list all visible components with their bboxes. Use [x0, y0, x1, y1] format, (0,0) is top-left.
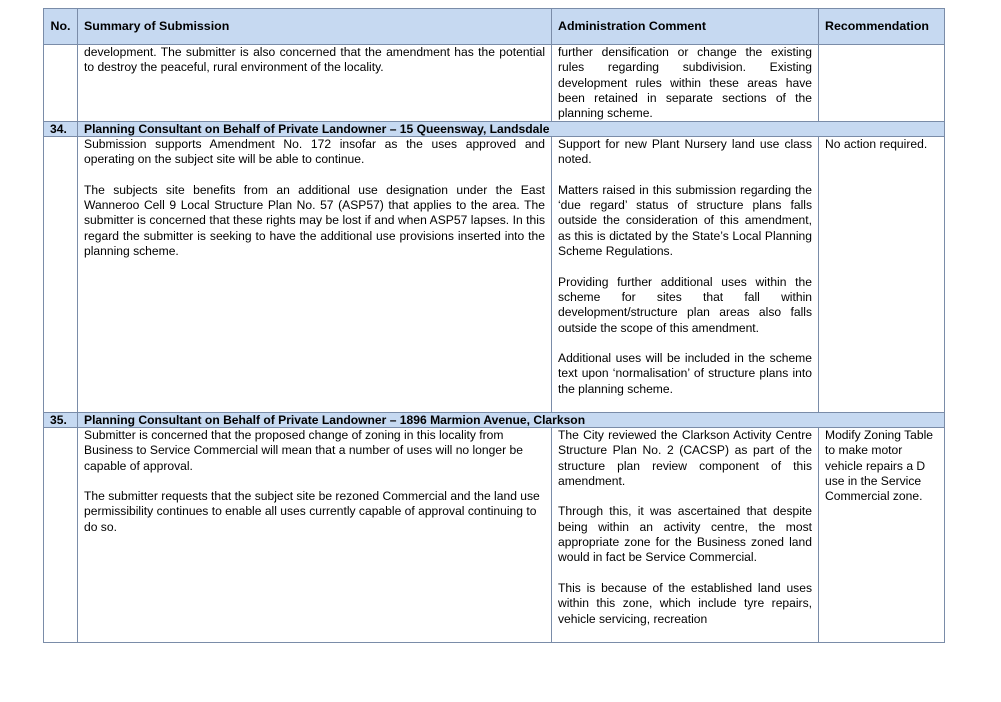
recommendation-cell: [819, 137, 945, 413]
number-cell: [44, 137, 78, 413]
summary-paragraph: development. The submitter is also concerned that the amendment has the potential to destroy the peaceful, rural environment of the locality.: [84, 45, 545, 75]
comment-cell: [552, 428, 819, 643]
submission-title: Planning Consultant on Behalf of Private Landowner – 1896 Marmion Avenue, Clarkson: [78, 413, 945, 428]
table-row: [44, 428, 945, 643]
comment-paragraph: Providing further additional uses within the scheme for sites that fall within development/structure plan areas also falls outside the scope of this amendment.: [558, 274, 812, 335]
submission-title: Planning Consultant on Behalf of Private Landowner – 15 Queensway, Landsdale: [78, 122, 945, 137]
comment-paragraph: further densification or change the existing rules regarding subdivision. Existing development rules within these areas have been retained in separate sections of the planning scheme.: [558, 45, 812, 121]
comment-cell: [552, 137, 819, 413]
recommendation-text: No action required.: [825, 137, 928, 151]
comment-paragraph: Support for new Plant Nursery land use class noted.: [558, 137, 812, 167]
summary-cell: [78, 45, 552, 122]
recommendation-cell: [819, 45, 945, 122]
header-summary: Summary of Submission: [78, 9, 552, 45]
comment-paragraph: Additional uses will be included in the scheme text upon ‘normalisation’ of structure plans into the planning scheme.: [558, 351, 812, 396]
number-cell: [44, 45, 78, 122]
summary-cell: [78, 428, 552, 643]
summary-paragraph: The submitter requests that the subject site be rezoned Commercial and the land use permissibility continues to enable all uses currently capable of approval continuing to do so.: [84, 489, 540, 534]
comment-paragraph: Through this, it was ascertained that despite being within an activity centre, the most appropriate zone for the Business zoned land would in fact be Service Commercial.: [558, 504, 812, 565]
header-number: No.: [44, 9, 78, 45]
submissions-table: [43, 8, 945, 643]
number-cell: [44, 428, 78, 643]
submission-heading-row: [44, 413, 945, 428]
table-header-row: [44, 9, 945, 45]
table-row: [44, 137, 945, 413]
summary-paragraph: Submission supports Amendment No. 172 insofar as the uses approved and operating on the subject site will be able to continue.: [84, 137, 545, 167]
header-recommendation: Recommendation: [819, 9, 945, 45]
comment-paragraph: Matters raised in this submission regarding the ‘due regard’ status of structure plans falls outside the consideration of this amendment, as this is dictated by the State’s Local Planning Scheme Regulations.: [558, 182, 812, 259]
recommendation-text: Modify Zoning Table to make motor vehicle repairs a D use in the Service Commercial zone.: [825, 428, 934, 504]
comment-paragraph: This is because of the established land uses within this zone, which include tyre repairs, vehicle servicing, recreation: [558, 580, 812, 626]
summary-cell: [78, 137, 552, 413]
table-row: [44, 45, 945, 122]
submission-number: 34.: [44, 122, 78, 137]
recommendation-cell: [819, 428, 945, 643]
submission-heading-row: [44, 122, 945, 137]
submission-number: 35.: [44, 413, 78, 428]
comment-paragraph: The City reviewed the Clarkson Activity Centre Structure Plan No. 2 (CACSP) as part of the structure plan review component of this amendment.: [558, 428, 812, 488]
header-administration-comment: Administration Comment: [552, 9, 819, 45]
comment-cell: [552, 45, 819, 122]
summary-paragraph: Submitter is concerned that the proposed change of zoning in this locality from Business to Service Commercial will mean that a number of uses will no longer be capable of approval.: [84, 428, 523, 473]
summary-paragraph: The subjects site benefits from an additional use designation under the East Wanneroo Cell 9 Local Structure Plan No. 57 (ASP57) that applies to the area. The submitter is concerned that these rights may be lost if and when ASP57 lapses. In this regard the submitter is seeking to have the additional use provisions inserted into the planning scheme.: [84, 182, 545, 259]
